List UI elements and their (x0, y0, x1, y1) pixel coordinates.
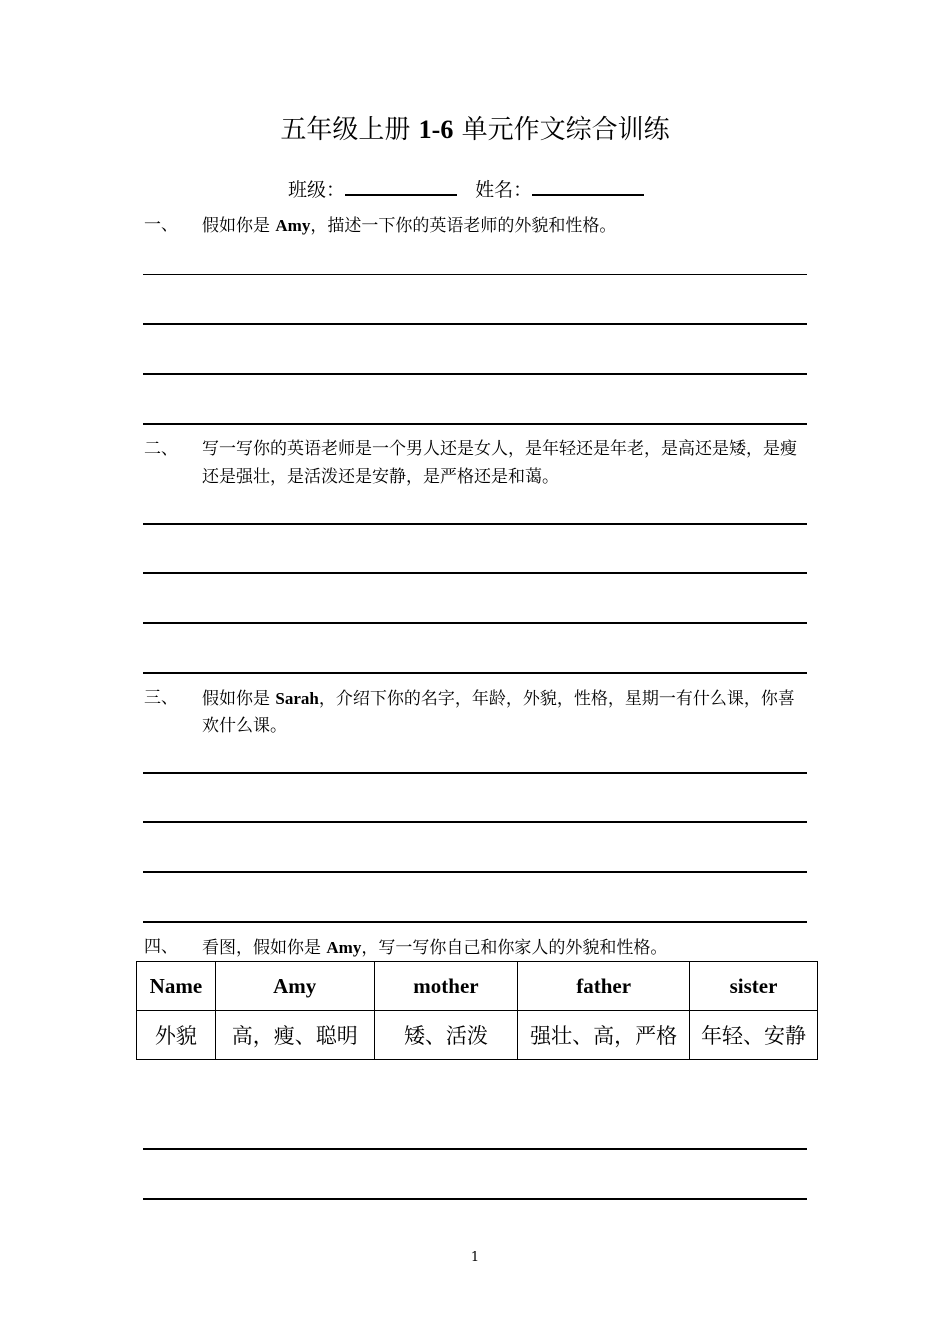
table-cell: 强壮、高，严格 (518, 1011, 690, 1060)
question-number: 二、 (144, 439, 178, 459)
student-info (288, 172, 656, 204)
name-blank[interactable] (532, 172, 644, 196)
family-info-table (136, 961, 818, 1060)
answer-line[interactable] (143, 1148, 807, 1150)
table-cell: 外貌 (137, 1011, 216, 1060)
table-header-cell: Amy (215, 962, 374, 1011)
table-cell: 年轻、安静 (690, 1011, 818, 1060)
answer-line[interactable] (143, 1198, 807, 1200)
table-header-cell: father (518, 962, 690, 1011)
table-row (137, 1011, 818, 1060)
answer-line[interactable] (143, 323, 807, 325)
question-text: 写一写你的英语老师是一个男人还是女人，是年轻还是年老，是高还是矮，是瘦还是强壮，是活泼还是安静，是严格还是和蔼。 (202, 439, 797, 487)
answer-line[interactable] (143, 772, 807, 774)
question-2 (144, 436, 808, 491)
question-text: 假如你是 Sarah，介绍下你的名字，年龄，外貌，性格，星期一有什么课，你喜欢什么课。 (202, 689, 795, 736)
answer-line[interactable] (143, 672, 807, 674)
answer-line[interactable] (143, 871, 807, 873)
question-number: 一、 (144, 215, 178, 235)
table-header-cell: mother (374, 962, 518, 1011)
table-header-row (137, 962, 818, 1011)
page-number: 1 (470, 1250, 480, 1265)
question-number: 三、 (144, 688, 178, 708)
question-number: 四、 (144, 937, 178, 957)
question-1 (144, 212, 808, 240)
answer-line[interactable] (143, 373, 807, 375)
class-blank[interactable] (345, 172, 457, 196)
question-3 (144, 685, 808, 740)
table-header-cell: sister (690, 962, 818, 1011)
answer-line[interactable] (143, 423, 807, 425)
question-text: 看图，假如你是 Amy，写一写你自己和你家人的外貌和性格。 (202, 938, 668, 958)
question-4 (144, 934, 808, 962)
question-text: 假如你是 Amy，描述一下你的英语老师的外貌和性格。 (202, 216, 617, 236)
answer-line[interactable] (143, 274, 807, 275)
class-label: 班级： (288, 179, 346, 201)
answer-line[interactable] (143, 921, 807, 923)
answer-line[interactable] (143, 821, 807, 823)
table-cell: 高，瘦、聪明 (215, 1011, 374, 1060)
answer-line[interactable] (143, 622, 807, 624)
table-cell: 矮、活泼 (374, 1011, 518, 1060)
table-header-cell: Name (137, 962, 216, 1011)
answer-line[interactable] (143, 523, 807, 525)
answer-line[interactable] (143, 572, 807, 574)
name-label: 姓名： (475, 179, 533, 201)
page-title: 五年级上册 1-6 单元作文综合训练 (280, 115, 670, 145)
